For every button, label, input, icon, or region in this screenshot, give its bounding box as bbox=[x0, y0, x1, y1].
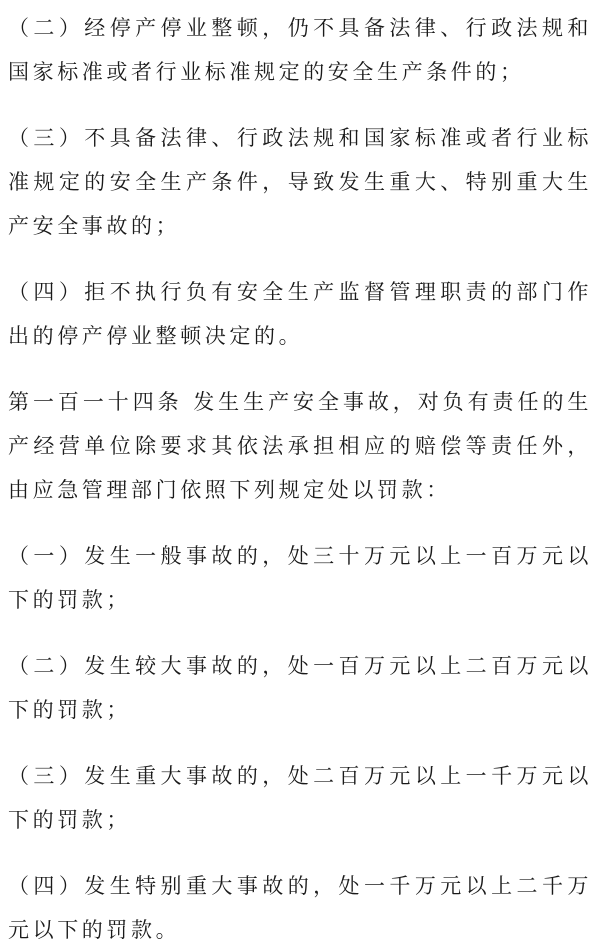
paragraph-item-3-continued: （三）不具备法律、行政法规和国家标准或者行业标准规定的安全生产条件，导致发生重大、特别重大生产安全事故的； bbox=[8, 126, 592, 238]
paragraph-item-2-continued: （二）经停产停业整顿，仍不具备法律、行政法规和国家标准或者行业标准规定的安全生产条件的； bbox=[8, 16, 592, 84]
article-114-item-1: （一）发生一般事故的，处三十万元以上一百万元以下的罚款； bbox=[8, 544, 592, 612]
paragraph-item-4-continued: （四）拒不执行负有安全生产监督管理职责的部门作出的停产停业整顿决定的。 bbox=[8, 280, 592, 348]
article-114-paragraph: 第一百一十四条 发生生产安全事故，对负有责任的生产经营单位除要求其依法承担相应的赔偿等责任外，由应急管理部门依照下列规定处以罚款： bbox=[8, 390, 592, 502]
article-114-item-4: （四）发生特别重大事故的，处一千万元以上二千万元以下的罚款。 bbox=[8, 874, 592, 942]
article-114-item-2: （二）发生较大事故的，处一百万元以上二百万元以下的罚款； bbox=[8, 654, 592, 722]
article-114-item-3: （三）发生重大事故的，处二百万元以上一千万元以下的罚款； bbox=[8, 764, 592, 832]
